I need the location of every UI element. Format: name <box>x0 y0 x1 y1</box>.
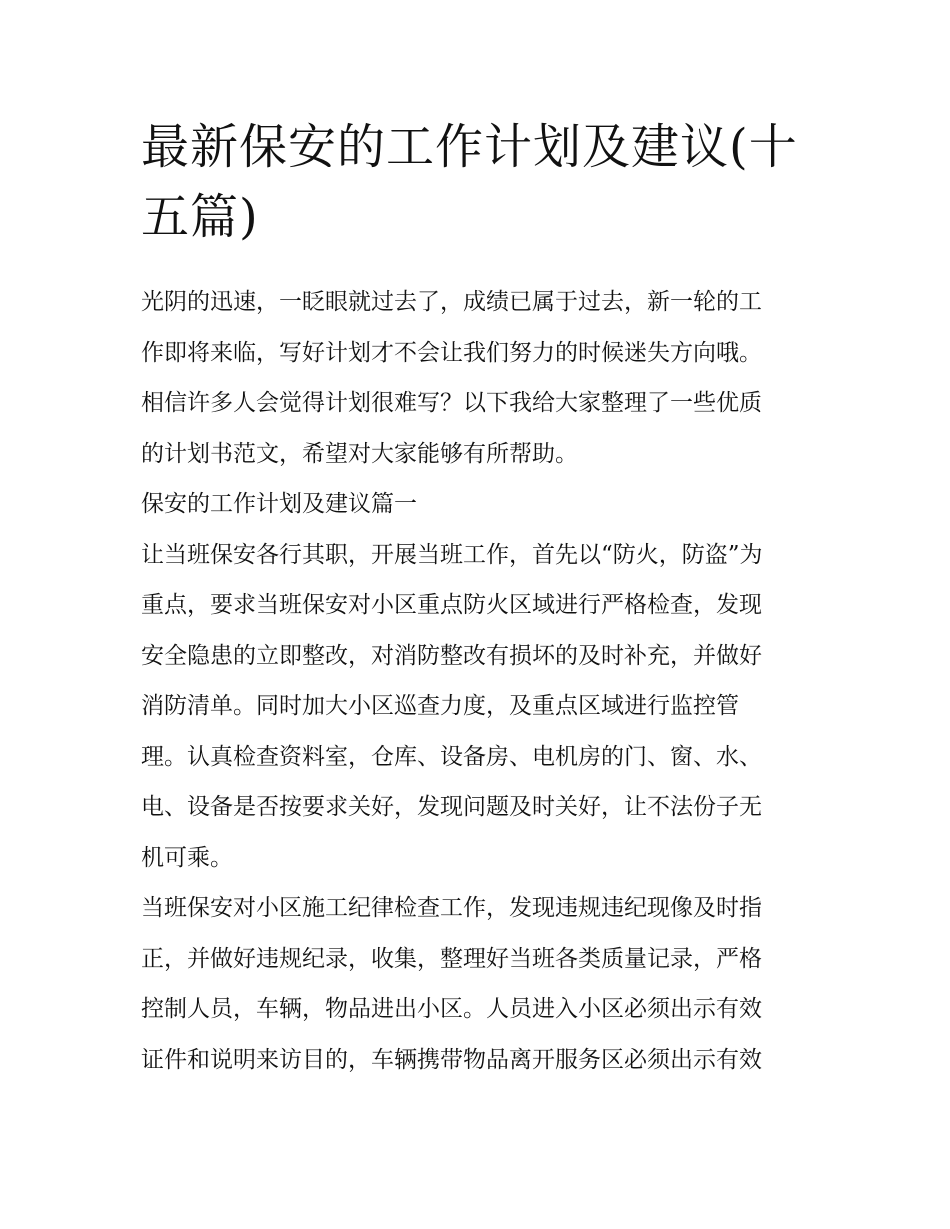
text-line: 消防清单。同时加大小区巡查力度，及重点区域进行监控管 <box>141 693 739 719</box>
text-line: 作即将来临，写好计划才不会让我们努力的时候迷失方向哦。 <box>141 339 762 366</box>
section-heading-text: 保安的工作计划及建议篇一 <box>141 491 417 517</box>
text-line: 安全隐患的立即整改，对消防整改有损坏的及时补充，并做好 <box>141 642 762 669</box>
text-line: 机可乘。 <box>141 844 233 871</box>
title-line: 五篇) <box>141 189 259 245</box>
text-line: 相信许多人会觉得计划很难写？以下我给大家整理了一些优质 <box>141 390 762 416</box>
text-line: 的计划书范文，希望对大家能够有所帮助。 <box>141 440 578 467</box>
intro-paragraph <box>141 277 813 479</box>
text-line: 正，并做好违规纪录，收集，整理好当班各类质量记录，严格 <box>141 945 762 972</box>
text-line: 电、设备是否按要求关好，发现问题及时关好，让不法份子无 <box>141 794 762 820</box>
title-line: 最新保安的工作计划及建议(十 <box>141 119 798 175</box>
text-line: 光阴的迅速，一眨眼就过去了，成绩已属于过去，新一轮的工 <box>141 289 762 315</box>
section-heading <box>141 479 813 530</box>
body-paragraph <box>141 530 813 884</box>
text-line: 控制人员，车辆，物品进出小区。人员进入小区必须出示有效 <box>141 996 762 1022</box>
text-line: 让当班保安各行其职，开展当班工作，首先以“防火，防盗”为 <box>141 541 763 568</box>
text-line: 重点，要求当班保安对小区重点防火区域进行严格检查，发现 <box>141 592 762 618</box>
text-line: 当班保安对小区施工纪律检查工作，发现违规违纪现像及时指 <box>141 895 762 921</box>
document-body <box>141 277 813 1085</box>
document-title <box>141 112 831 252</box>
text-line: 理。认真检查资料室，仓库、设备房、电机房的门、窗、水、 <box>141 743 762 770</box>
text-line: 证件和说明来访目的，车辆携带物品离开服务区必须出示有效 <box>141 1046 762 1073</box>
body-paragraph <box>141 883 813 1085</box>
